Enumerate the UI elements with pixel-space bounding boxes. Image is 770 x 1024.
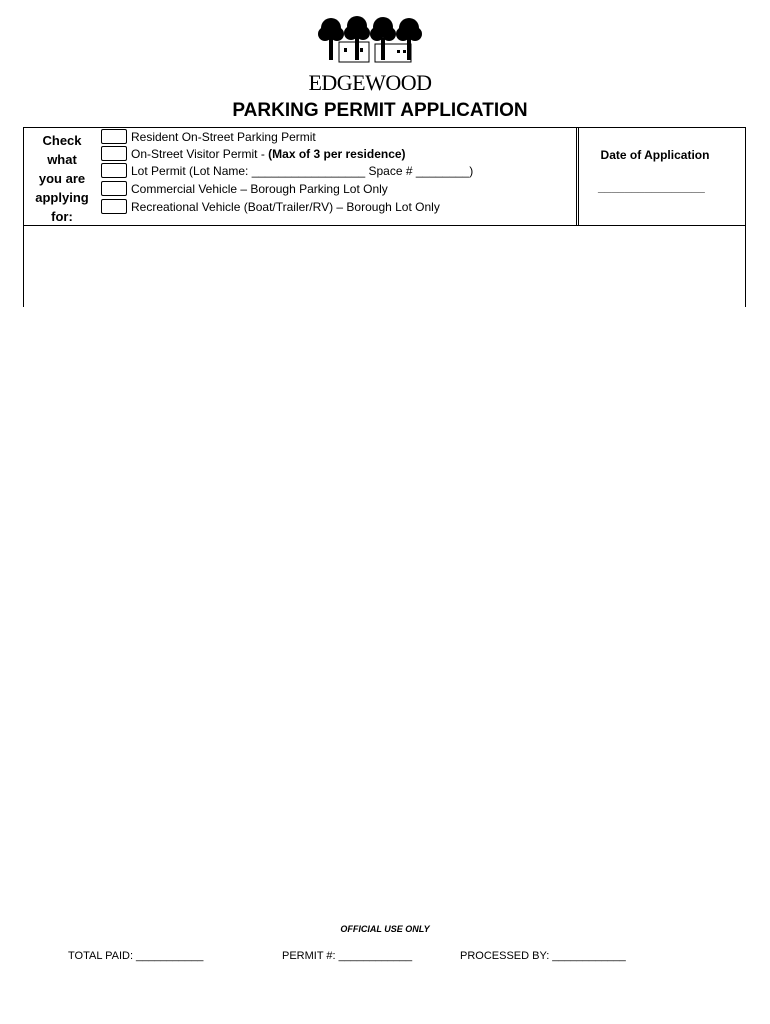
check-what-applying-label: Check what you are applying for:	[35, 133, 89, 224]
form-right-border	[745, 127, 746, 307]
date-of-application-field[interactable]: ________________	[598, 180, 705, 194]
official-use-heading: OFFICIAL USE ONLY	[340, 924, 430, 934]
date-of-application-label: Date of Application	[600, 148, 710, 162]
permit-number-field: PERMIT #: ____________	[282, 950, 413, 962]
commercial-vehicle-checkbox[interactable]	[101, 181, 127, 196]
logo-wordmark: EDGEWOOD	[308, 70, 432, 95]
form-top-border	[23, 127, 746, 128]
processed-by-field: PROCESSED BY: ____________	[460, 950, 626, 962]
page-title: PARKING PERMIT APPLICATION	[232, 100, 528, 121]
visitor-permit-checkbox[interactable]	[101, 146, 127, 161]
form-section-divider	[23, 225, 746, 226]
total-paid-field: TOTAL PAID: ___________	[68, 950, 204, 962]
date-column-divider	[576, 127, 577, 226]
date-column-divider-inner	[578, 127, 579, 226]
recreational-vehicle-checkbox[interactable]	[101, 199, 127, 214]
edgewood-logo	[305, 14, 435, 94]
lot-permit-checkbox[interactable]	[101, 163, 127, 178]
trees-house-icon	[317, 14, 425, 70]
resident-permit-checkbox[interactable]	[101, 129, 127, 144]
form-left-border	[23, 127, 24, 307]
